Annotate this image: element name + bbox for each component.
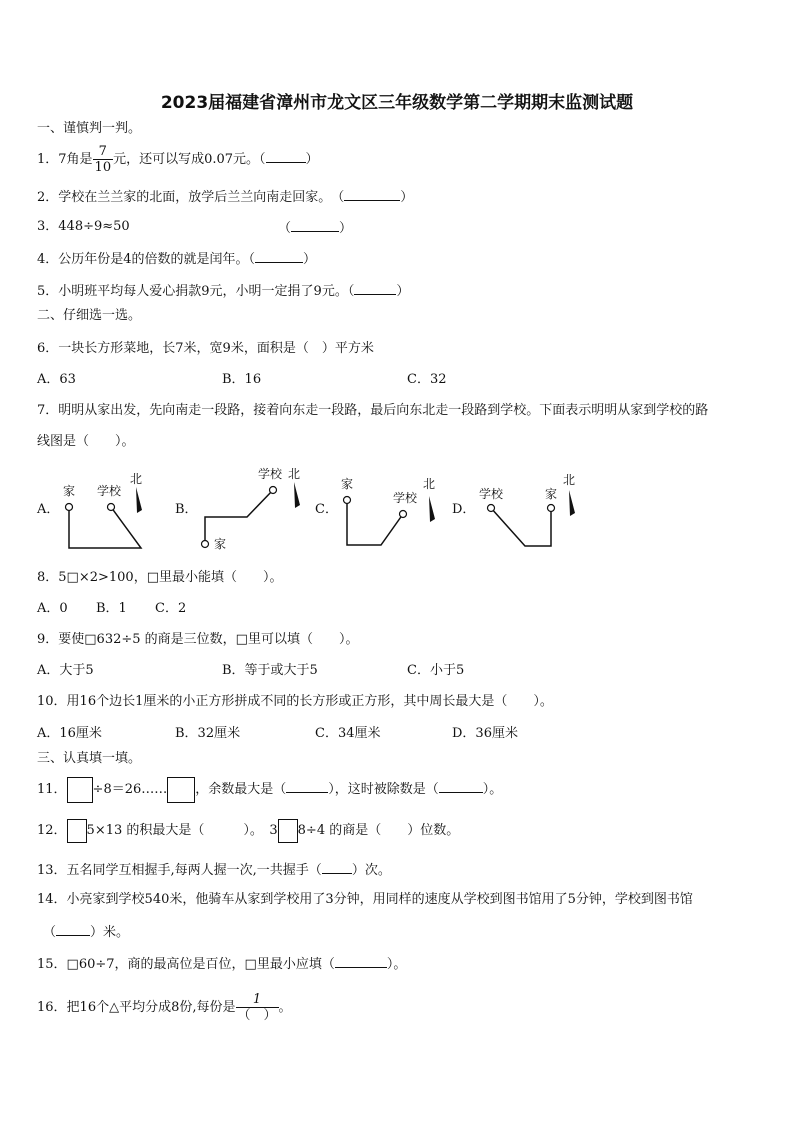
q7-option-a[interactable]: A． [37, 502, 60, 517]
question-15: 15．□60÷7，商的最高位是百位，□里最小应填（ ）。 [37, 957, 407, 972]
diagram-d-school-point [488, 505, 495, 512]
diagram-d-north-arrow-icon [569, 490, 575, 516]
diagram-b-north-arrow-icon [294, 482, 300, 508]
q15-answer-blank[interactable] [335, 955, 387, 968]
question-4: 4．公历年份是4的倍数的就是闰年。（ ） [37, 252, 317, 267]
question-5: 5．小明班平均每人爱心捐款9元，小明一定捐了9元。（ ） [37, 284, 410, 299]
question-8: 8．5□×2>100，□里最小能填（ ）。 [37, 570, 283, 585]
page-title: 2023届福建省漳州市龙文区三年级数学第二学期期末监测试题 [160, 93, 634, 113]
q10-option-a[interactable]: A．16厘米 [37, 726, 102, 741]
q10-option-c[interactable]: C．34厘米 [315, 726, 381, 741]
q7-option-b[interactable]: B． [175, 502, 198, 517]
q6-option-b[interactable]: B．16 [222, 372, 262, 387]
q11-remainder-box[interactable] [167, 777, 195, 803]
q13-answer-blank[interactable] [322, 861, 352, 874]
route-diagram-d [475, 468, 585, 553]
q1-fraction: $\frac{7}{10}$ [94, 144, 112, 175]
q16-fraction: $\frac{1}{( )}$ [237, 992, 277, 1023]
q8-option-c[interactable]: C．2 [155, 601, 187, 616]
diagram-a-north-arrow-icon [136, 487, 142, 513]
q1-answer-blank[interactable] [266, 150, 306, 163]
question-13: 13．五名同学互相握手,每两人握一次,一共握手（ ）次。 [37, 863, 391, 878]
diagram-a-school-label: 学校 [97, 484, 122, 498]
diagram-d-home-label: 家 [545, 487, 558, 501]
diagram-c-north-label: 北 [423, 477, 436, 491]
q6-option-c[interactable]: C．32 [407, 372, 447, 387]
question-10: 10．用16个边长1厘米的小正方形拼成不同的长方形或正方形，其中周长最大是（ ）。 [37, 694, 553, 709]
diagram-c-school-label: 学校 [393, 491, 418, 505]
q5-answer-blank[interactable] [354, 282, 396, 295]
diagram-d-home-point [548, 505, 555, 512]
q14-answer-blank[interactable] [56, 923, 90, 936]
diagram-a-home-point [66, 504, 73, 511]
route-diagram-c [335, 470, 445, 555]
q10-option-d[interactable]: D．36厘米 [452, 726, 518, 741]
q11-dividend-box[interactable] [67, 777, 93, 803]
q11-max-remainder-blank[interactable] [286, 780, 328, 793]
question-1: 1．7角是 $\frac{7}{10}$ 元，还可以写成0.07元。（ ） [37, 144, 319, 175]
q1-text-pre: 1．7角是 [37, 152, 93, 167]
q2-answer-blank[interactable] [344, 188, 400, 201]
question-16: 16．把16个△平均分成8份,每份是 $\frac{1}{( )}$ 。 [37, 992, 292, 1023]
question-3-answer: （ ） [278, 221, 353, 236]
q16-denominator-blank[interactable]: （ ） [237, 1008, 277, 1023]
question-11: 11． ÷8＝26…… ，余数最大是（ ），这时被除数是（ ）。 [37, 776, 502, 804]
q10-option-b[interactable]: B．32厘米 [175, 726, 241, 741]
diagram-d-route [491, 508, 551, 546]
diagram-b-north-label: 北 [288, 467, 301, 481]
question-3: 3．448÷9≈50 [37, 219, 130, 234]
q6-option-a[interactable]: A．63 [37, 372, 76, 387]
diagram-b-home-label: 家 [214, 537, 227, 551]
diagram-c-north-arrow-icon [429, 496, 435, 522]
section-3-heading: 三、认真填一填。 [37, 751, 142, 766]
question-7-line1: 7．明明从家出发，先向南走一段路，接着向东走一段路，最后向东北走一段路到学校。下面表示明明从家到学校的路 [37, 403, 709, 418]
diagram-a-north-label: 北 [130, 472, 143, 486]
question-14-line1: 14．小亮家到学校540米，他骑车从家到学校用了3分钟，用同样的速度从学校到图书馆用了5分钟，学校到图书馆 [37, 892, 693, 907]
q9-option-c[interactable]: C．小于5 [407, 663, 465, 678]
diagram-b-home-point [202, 541, 209, 548]
diagram-b-school-point [270, 487, 277, 494]
diagram-d-school-label: 学校 [479, 487, 504, 501]
route-diagram-b [195, 462, 315, 557]
q11-dividend-blank[interactable] [439, 780, 483, 793]
question-12: 12． 5×13 的积最大是（ ）。 3 8÷4 的商是（ ）位数。 [37, 818, 459, 844]
diagram-b-route [205, 490, 273, 544]
q12-box-1[interactable] [67, 819, 87, 843]
diagram-c-school-point [400, 511, 407, 518]
diagram-c-home-label: 家 [341, 477, 354, 491]
diagram-a-home-label: 家 [63, 484, 76, 498]
q8-option-a[interactable]: A．0 [37, 601, 68, 616]
diagram-a-route [69, 507, 141, 548]
question-6: 6．一块长方形菜地，长7米，宽9米，面积是（ ）平方米 [37, 341, 374, 356]
route-diagram-a [55, 465, 155, 555]
diagram-a-school-point [108, 504, 115, 511]
diagram-d-north-label: 北 [563, 473, 576, 487]
question-2: 2．学校在兰兰家的北面，放学后兰兰向南走回家。 （ ） [37, 190, 414, 205]
diagram-c-home-point [344, 497, 351, 504]
q1-text-post: 元，还可以写成0.07元。（ [113, 152, 266, 167]
diagram-c-route [347, 500, 403, 545]
question-7-line2: 线图是（ ）。 [37, 434, 135, 449]
question-9: 9．要使□632÷5 的商是三位数，□里可以填（ ）。 [37, 632, 359, 647]
q9-option-a[interactable]: A．大于5 [37, 663, 94, 678]
section-1-heading: 一、谨慎判一判。 [37, 121, 142, 136]
question-14-line2: （ ）米。 [43, 925, 130, 940]
q9-option-b[interactable]: B．等于或大于5 [222, 663, 318, 678]
q8-option-b[interactable]: B．1 [96, 601, 127, 616]
q4-answer-blank[interactable] [255, 250, 303, 263]
section-2-heading: 二、仔细选一选。 [37, 308, 142, 323]
q3-answer-blank[interactable] [291, 219, 339, 232]
diagram-b-school-label: 学校 [258, 467, 283, 481]
q7-option-d[interactable]: D． [452, 502, 476, 517]
q7-option-c[interactable]: C． [315, 502, 338, 517]
q12-box-2[interactable] [278, 819, 298, 843]
